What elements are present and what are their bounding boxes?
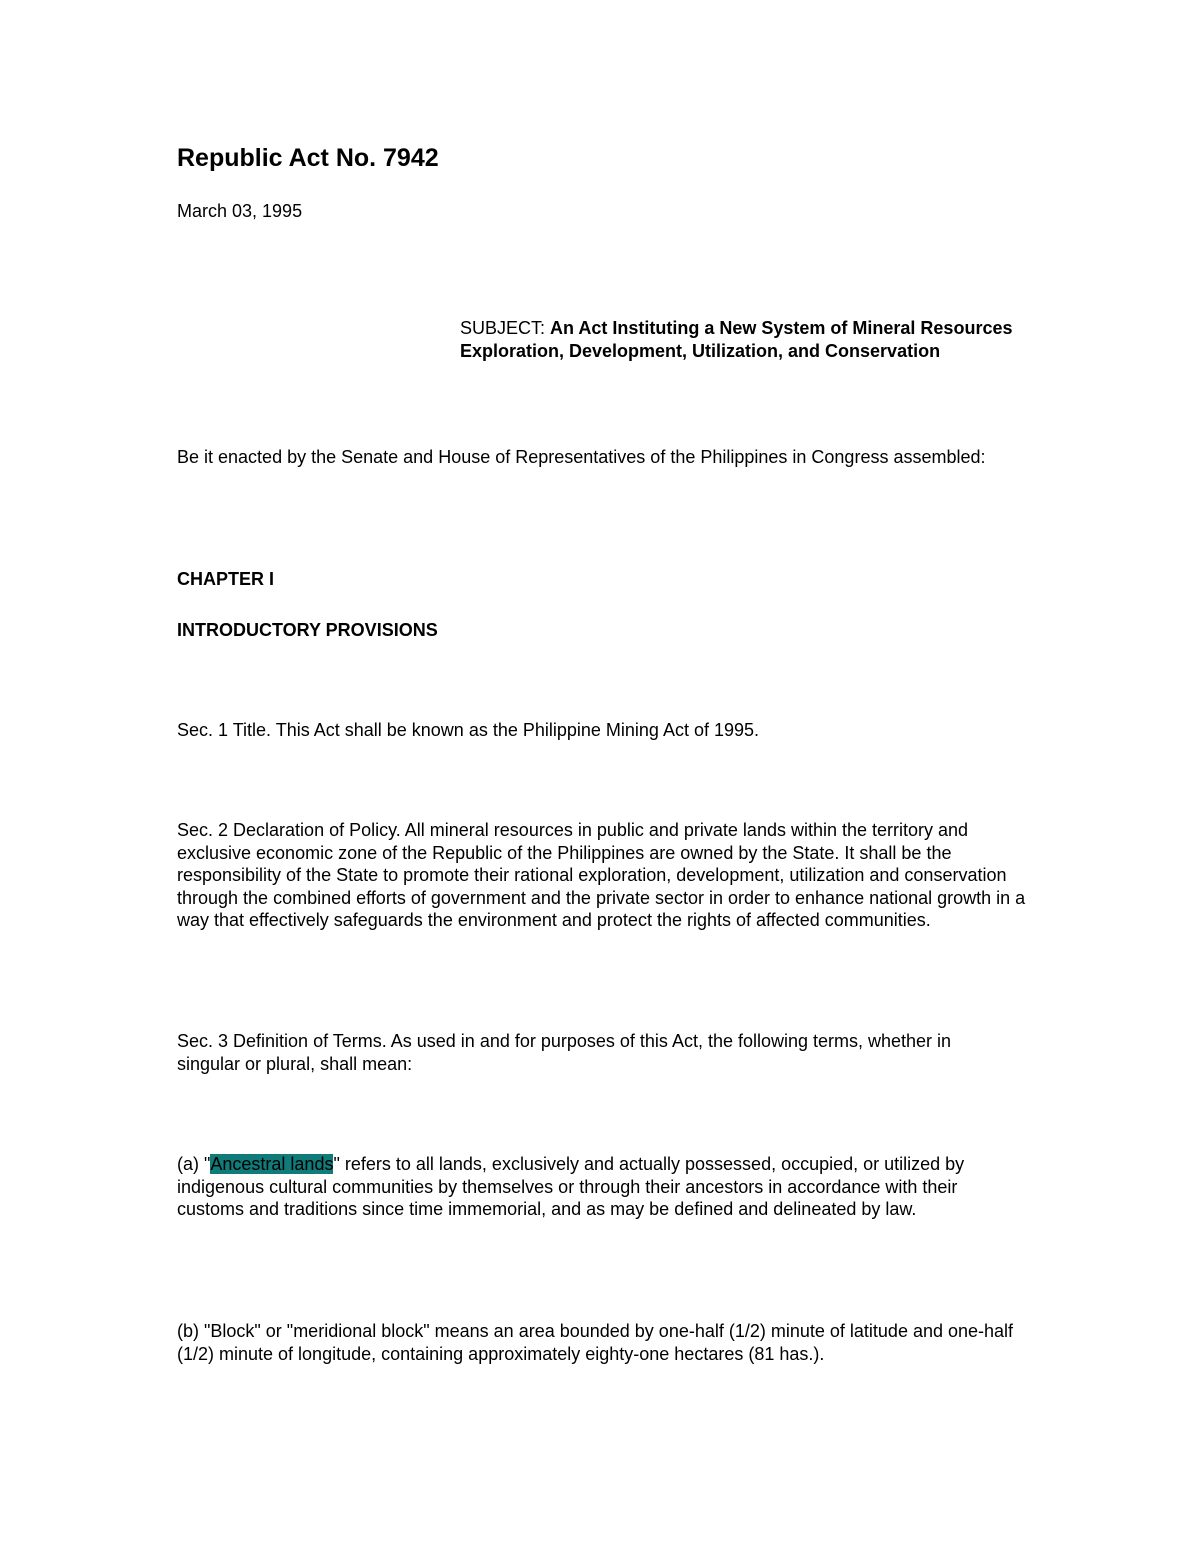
highlighted-term[interactable]: Ancestral lands (210, 1154, 334, 1174)
section-2: Sec. 2 Declaration of Policy. All mineral resources in public and private lands within the territory and exclusive economic zone of the Republic of the Philippines are owned by the State. It shall be the responsibility of the State to promote their rational exploration, development, utilization and conservation through the combined efforts of government and the private sector in order to enhance national growth in a way that effectively safeguards the environment and protect the rights of affected communities. (177, 820, 1026, 930)
definition-b: (b) "Block" or "meridional block" means an area bounded by one-half (1/2) minute of latitude and one-half (1/2) minute of longitude, containing approximately eighty-one hectares (81 has.). (177, 1321, 1014, 1364)
section-3: Sec. 3 Definition of Terms. As used in and for purposes of this Act, the following terms, whether in singular or plural, shall mean: (177, 1031, 952, 1074)
document-title: Republic Act No. 7942 (177, 144, 439, 172)
chapter-title: INTRODUCTORY PROVISIONS (177, 620, 438, 640)
subject-label: SUBJECT: (460, 318, 546, 338)
document-date: March 03, 1995 (177, 201, 303, 221)
subject-block (460, 317, 1020, 362)
definition-a-text: " refers to all lands, exclusively and actually possessed, occupied, or utilized by indigenous cultural communities by themselves or through their ancestors in accordance with their customs and traditions since time immemorial, and as may be defined and delineated by law. (177, 1154, 965, 1219)
definition-a (177, 1153, 1017, 1221)
subject-text: An Act Instituting a New System of Mineral Resources Exploration, Development, Utilization, and Conservation (460, 318, 1013, 361)
enacting-clause: Be it enacted by the Senate and House of Representatives of the Philippines in Congress assembled: (177, 447, 986, 467)
definition-a-prefix: (a) " (177, 1154, 211, 1174)
section-1: Sec. 1 Title. This Act shall be known as the Philippine Mining Act of 1995. (177, 720, 760, 740)
chapter-heading: CHAPTER I (177, 569, 275, 589)
